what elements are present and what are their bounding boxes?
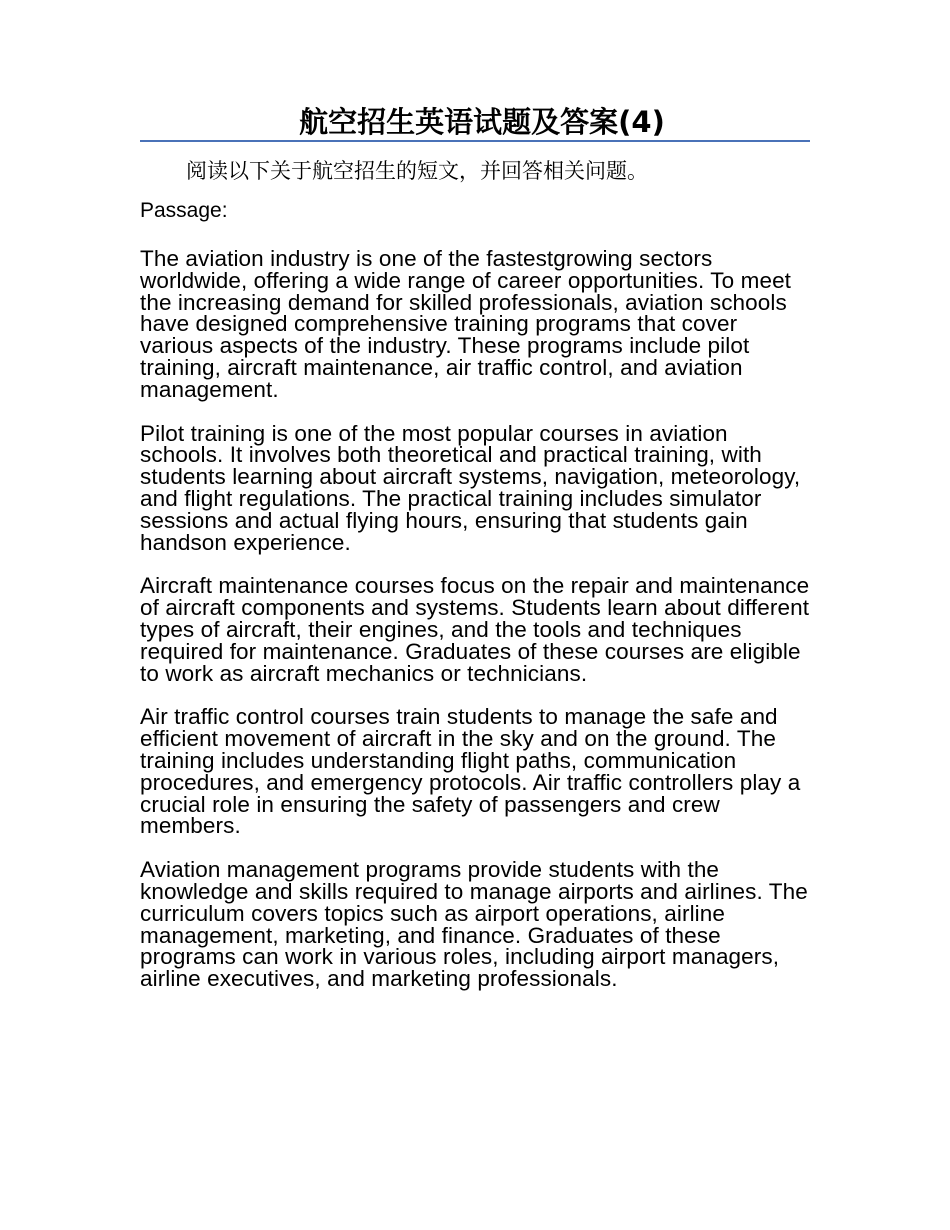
document-title: 航空招生英语试题及答案(4) — [299, 105, 665, 139]
title-underline — [140, 140, 810, 142]
intro-instruction: 阅读以下关于航空招生的短文，并回答相关问题。 — [186, 159, 648, 183]
passage-paragraph-3: Aircraft maintenance courses focus on the repair and maintenance of aircraft components and systems. Students learn about different types of aircraft, their engines, and the tools and techniques required for maintenance. Graduates of these courses are eligible to work as aircraft mechanics or technicians. — [140, 573, 810, 686]
document-page — [140, 104, 810, 990]
passage-paragraph-2: Pilot training is one of the most popular courses in aviation schools. It involves both theoretical and practical training, with students learning about aircraft systems, navigation, meteorology, and flight regulations. The practical training includes simulator sessions and actual flying hours, ensuring that students gain handson experience. — [140, 420, 801, 555]
passage-label: Passage: — [140, 199, 228, 222]
passage-paragraph-4: Air traffic control courses train students to manage the safe and efficient movement of aircraft in the sky and on the ground. The training includes understanding flight paths, communication procedures, and emergency protocols. Air traffic controllers play a crucial role in ensuring the safety of passengers and crew members. — [140, 704, 801, 839]
passage-paragraph-5: Aviation management programs provide students with the knowledge and skills required to manage airports and airlines. The curriculum covers topics such as airport operations, airline management, marketing, and finance. Graduates of these programs can work in various roles, including airport managers, airline executives, and marketing professionals. — [140, 857, 808, 992]
passage-paragraph-1: The aviation industry is one of the fastestgrowing sectors worldwide, offering a wide range of career opportunities. To meet the increasing demand for skilled professionals, aviation schools have designed comprehensive training programs that cover various aspects of the industry. These programs include pilot training, aircraft maintenance, air traffic control, and aviation management. — [140, 246, 792, 402]
